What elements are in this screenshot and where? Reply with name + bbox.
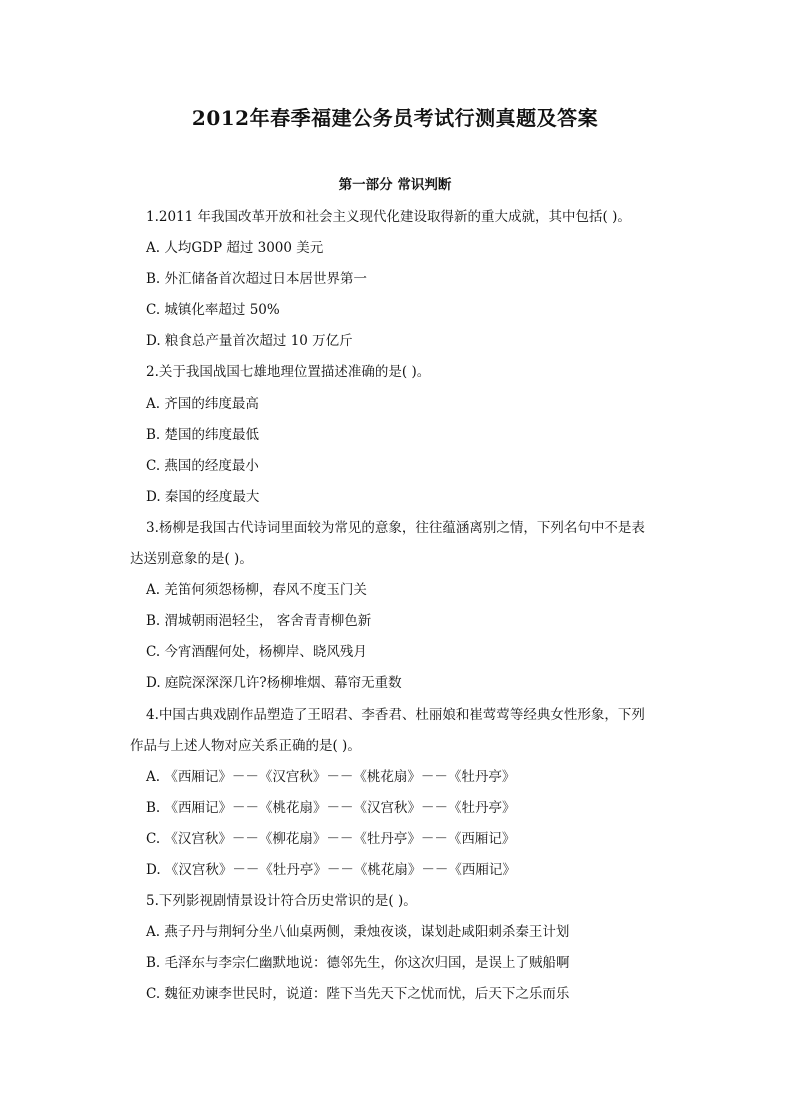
section-heading: 第一部分 常识判断 — [338, 177, 452, 193]
option-line: B. 《西厢记》－－《桃花扇》－－《汉宫秋》－－《牡丹亭》 — [146, 799, 516, 816]
document-body — [130, 202, 670, 1010]
option-line: D. 粮食总产量首次超过 10 万亿斤 — [146, 333, 353, 350]
option-line: B. 渭城朝雨浥轻尘， 客舍青青柳色新 — [146, 613, 372, 630]
option-line: D. 庭院深深深几许?杨柳堆烟、幕帘无重数 — [146, 675, 402, 692]
option-line: B. 楚国的纬度最低 — [146, 426, 260, 443]
option-line: B. 外汇储备首次超过日本居世界第一 — [146, 271, 368, 288]
question-line: 1.2011 年我国改革开放和社会主义现代化建设取得新的重大成就，其中包括( )。 — [146, 209, 631, 225]
option-line: C. 燕国的经度最小 — [146, 457, 259, 474]
question-line: 2.关于我国战国七雄地理位置描述准确的是( )。 — [146, 364, 431, 381]
option-line: C. 《汉宫秋》－－《柳花扇》－－《牡丹亭》－－《西厢记》 — [146, 830, 516, 847]
option-line: A. 人均GDP 超过 3000 美元 — [146, 240, 324, 257]
question-continuation-line: 作品与上述人物对应关系正确的是( )。 — [130, 737, 361, 754]
option-line: C. 魏征劝谏李世民时，说道：陛下当先天下之忧而忧，后天下之乐而乐 — [146, 986, 570, 1003]
option-line: C. 城镇化率超过 50% — [146, 302, 280, 319]
option-line: A. 燕子丹与荆轲分坐八仙桌两侧，秉烛夜谈，谋划赴咸阳刺杀秦王计划 — [146, 924, 570, 941]
option-line: D. 秦国的经度最大 — [146, 488, 260, 505]
option-line: A. 《西厢记》－－《汉宫秋》－－《桃花扇》－－《牡丹亭》 — [146, 768, 516, 785]
option-line: A. 羌笛何须怨杨柳，春风不度玉门关 — [146, 582, 367, 599]
option-line: A. 齐国的纬度最高 — [146, 395, 259, 412]
question-continuation-line: 达送别意象的是( )。 — [130, 551, 253, 568]
document-title: 2012年春季福建公务员考试行测真题及答案 — [191, 106, 599, 130]
option-line: D. 《汉宫秋》－－《牡丹亭》－－《桃花扇》－－《西厢记》 — [146, 861, 516, 878]
question-line: 5.下列影视剧情景设计符合历史常识的是( )。 — [146, 893, 417, 910]
option-line: B. 毛泽东与李宗仁幽默地说：德邻先生，你这次归国，是误上了贼船啊 — [146, 955, 570, 972]
option-line: C. 今宵酒醒何处，杨柳岸、晓风残月 — [146, 644, 367, 661]
question-line: 4.中国古典戏剧作品塑造了王昭君、李香君、杜丽娘和崔莺莺等经典女性形象，下列 — [146, 706, 645, 723]
question-line: 3.杨柳是我国古代诗词里面较为常见的意象，往往蕴涵离别之情，下列名句中不是表 — [146, 519, 645, 536]
